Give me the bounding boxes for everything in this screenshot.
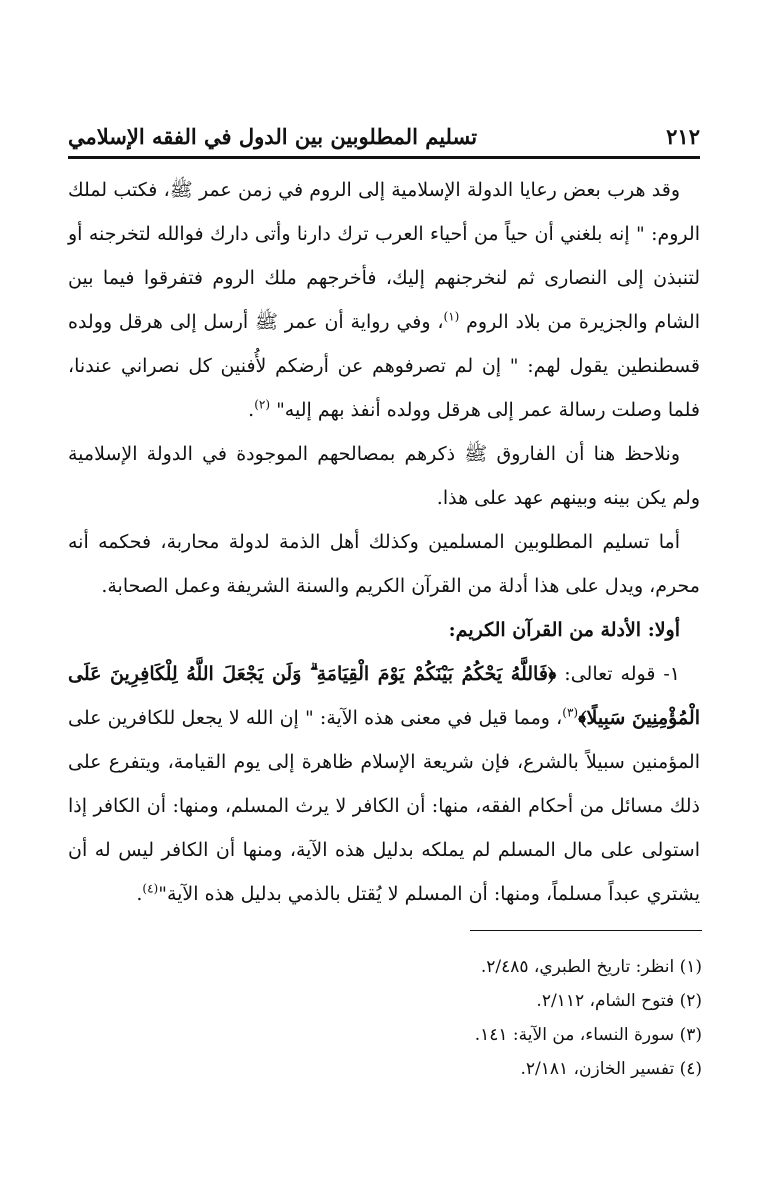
main-text (68, 168, 700, 916)
header-rule (68, 156, 700, 159)
item-1-prefix: ١- قوله تعالى: (556, 663, 681, 685)
item-1-text: ، ومما قيل في معنى هذه الآية: " إن الله لا يجعل للكافرين على المؤمنين سبيلاً بالشرع، فإن شريعة الإسلام ظاهرة إلى يوم القيامة، ويتفرع على ذلك مسائل من أحكام الفقه، منها: أن الكافر لا يرث المسلم، ومنها: أن الكافر إذا استولى على مال المسلم لم يملكه بدليل هذه الآية، ومنها أن الكافر ليس له أن يشتري عبداً مسلماً، ومنها: أن المسلم لا يُقتل بالذمي بدليل هذه الآية" (68, 707, 700, 905)
paragraph-3: أما تسليم المطلوبين المسلمين وكذلك أهل الذمة لدولة محاربة، فحكمه أنه محرم، ويدل على هذا أدلة من القرآن الكريم والسنة الشريفة وعمل الصحابة. (68, 531, 700, 597)
footnote-separator (470, 930, 702, 931)
footnote-4: (٤) تفسير الخازن، ٢/١٨١. (520, 1059, 702, 1079)
quran-verse: ﴿فَاللَّهُ يَحْكُمُ بَيْنَكُمْ يَوْمَ الْقِيَامَةِ ۗ وَلَن يَجْعَلَ اللَّهُ لِلْكَافِرِينَ عَلَى الْمُؤْمِنِينَ سَبِيلًا﴾ (68, 663, 700, 729)
footnote-1: (١) انظر: تاريخ الطبري، ٢/٤٨٥. (480, 957, 702, 977)
footnote-ref-1: (١) (443, 309, 460, 324)
item-1-end: . (136, 883, 143, 905)
paragraph-1-text-a: وقد هرب بعض رعايا الدولة الإسلامية إلى الروم في زمن عمر ﷺ، فكتب لملك الروم: " إنه بلغني أن حياً من أحياء العرب ترك دارنا وأتى دارك فوالله لتخرجنه أو لتنبذن إلى النصارى ثم لنخرجنهم إليك، فأخرجهم ملك الروم فتفرقوا فيما بين الشام والجزيرة من بلاد الروم (68, 179, 700, 333)
footnote-3: (٣) سورة النساء، من الآية: ١٤١. (474, 1025, 702, 1045)
page-header (68, 118, 700, 154)
footnote-ref-4: (٤) (142, 881, 159, 896)
section-heading: أولا: الأدلة من القرآن الكريم: (448, 619, 680, 641)
paragraph-1 (68, 168, 700, 432)
footnote-ref-2: (٢) (254, 397, 271, 412)
paragraph-1-end: . (248, 399, 255, 421)
footnote-2: (٢) فتوح الشام، ٢/١١٢. (536, 991, 702, 1011)
paragraph-2: ونلاحظ هنا أن الفاروق ﷺ ذكرهم بمصالحهم الموجودة في الدولة الإسلامية ولم يكن بينه وبينهم عهد على هذا. (68, 443, 700, 509)
footnote-ref-3: (٣) (562, 705, 579, 720)
page-number: ٢١٢ (666, 123, 700, 149)
evidence-item-1 (68, 652, 700, 916)
footnotes (70, 950, 702, 1086)
paragraph-1-text-b: ، وفي رواية أن عمر ﷺ أرسل إلى هرقل وولده قسطنطين يقول لهم: " إن لم تصرفوهم عن أرضكم لأُفنين كل نصراني عندنا، فلما وصلت رسالة عمر إلى هرقل وولده أنفذ بهم إليه" (68, 311, 700, 421)
running-title: تسليم المطلوبين بين الدول في الفقه الإسلامي (68, 123, 478, 149)
